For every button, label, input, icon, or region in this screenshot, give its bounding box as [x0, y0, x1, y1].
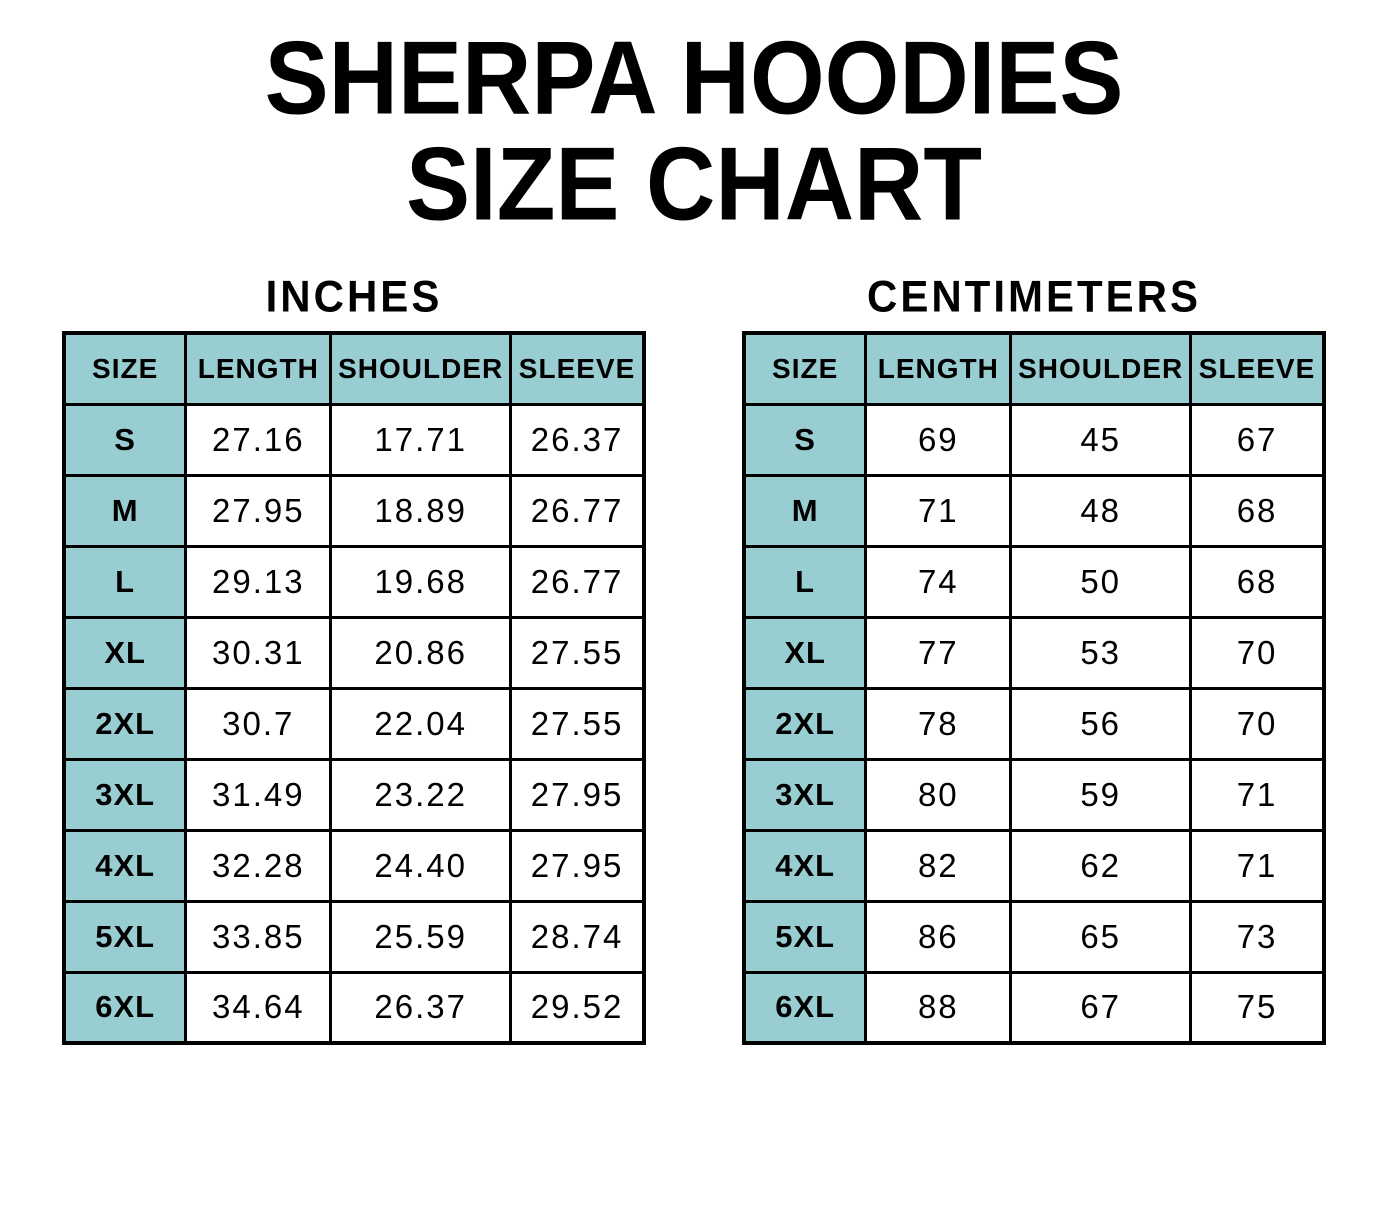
value-cell: 26.77 [511, 546, 644, 617]
column-header-shoulder: SHOULDER [1011, 333, 1191, 404]
table-row [744, 759, 1324, 830]
size-cell: 6XL [744, 972, 866, 1043]
table-row [64, 546, 644, 617]
table-row [64, 901, 644, 972]
table-row [64, 404, 644, 475]
value-cell: 67 [1011, 972, 1191, 1043]
table-row [64, 830, 644, 901]
value-cell: 48 [1011, 475, 1191, 546]
size-cell: 3XL [64, 759, 186, 830]
value-cell: 86 [866, 901, 1011, 972]
column-header-shoulder: SHOULDER [331, 333, 511, 404]
value-cell: 70 [1191, 617, 1324, 688]
header-row [64, 333, 644, 404]
table-row [744, 546, 1324, 617]
page-title-line2: SIZE CHART [406, 126, 982, 242]
header-row [744, 333, 1324, 404]
value-cell: 27.95 [511, 759, 644, 830]
table-row [64, 688, 644, 759]
value-cell: 78 [866, 688, 1011, 759]
value-cell: 24.40 [331, 830, 511, 901]
value-cell: 29.52 [511, 972, 644, 1043]
value-cell: 26.77 [511, 475, 644, 546]
value-cell: 32.28 [186, 830, 331, 901]
size-cell: 3XL [744, 759, 866, 830]
size-cell: 5XL [64, 901, 186, 972]
table-row [744, 404, 1324, 475]
value-cell: 27.95 [186, 475, 331, 546]
table-row [744, 972, 1324, 1043]
value-cell: 34.64 [186, 972, 331, 1043]
value-cell: 19.68 [331, 546, 511, 617]
table-row [744, 617, 1324, 688]
size-cell: L [64, 546, 186, 617]
value-cell: 70 [1191, 688, 1324, 759]
value-cell: 73 [1191, 901, 1324, 972]
column-header-size: SIZE [64, 333, 186, 404]
inches-size-table [62, 331, 646, 1045]
value-cell: 69 [866, 404, 1011, 475]
value-cell: 30.7 [186, 688, 331, 759]
column-header-sleeve: SLEEVE [511, 333, 644, 404]
value-cell: 20.86 [331, 617, 511, 688]
value-cell: 26.37 [331, 972, 511, 1043]
value-cell: 27.95 [511, 830, 644, 901]
table-row [64, 972, 644, 1043]
inches-panel [62, 273, 646, 1045]
table-row [744, 830, 1324, 901]
table-row [64, 475, 644, 546]
size-cell: S [64, 404, 186, 475]
value-cell: 68 [1191, 475, 1324, 546]
size-cell: 5XL [744, 901, 866, 972]
value-cell: 33.85 [186, 901, 331, 972]
value-cell: 59 [1011, 759, 1191, 830]
value-cell: 30.31 [186, 617, 331, 688]
value-cell: 56 [1011, 688, 1191, 759]
table-row [744, 688, 1324, 759]
centimeters-panel [742, 273, 1326, 1045]
value-cell: 75 [1191, 972, 1324, 1043]
value-cell: 62 [1011, 830, 1191, 901]
value-cell: 71 [1191, 759, 1324, 830]
value-cell: 77 [866, 617, 1011, 688]
table-row [64, 759, 644, 830]
value-cell: 27.55 [511, 688, 644, 759]
size-cell: XL [64, 617, 186, 688]
value-cell: 25.59 [331, 901, 511, 972]
value-cell: 53 [1011, 617, 1191, 688]
column-header-sleeve: SLEEVE [1191, 333, 1324, 404]
page-title [0, 20, 1388, 242]
size-cell: 2XL [744, 688, 866, 759]
size-cell: XL [744, 617, 866, 688]
column-header-size: SIZE [744, 333, 866, 404]
value-cell: 29.13 [186, 546, 331, 617]
value-cell: 27.16 [186, 404, 331, 475]
page-title-line1: SHERPA HOODIES [264, 20, 1124, 137]
value-cell: 22.04 [331, 688, 511, 759]
value-cell: 28.74 [511, 901, 644, 972]
table-row [744, 475, 1324, 546]
size-cell: L [744, 546, 866, 617]
value-cell: 71 [1191, 830, 1324, 901]
value-cell: 26.37 [511, 404, 644, 475]
value-cell: 74 [866, 546, 1011, 617]
size-cell: M [744, 475, 866, 546]
size-cell: 4XL [64, 830, 186, 901]
size-cell: 6XL [64, 972, 186, 1043]
inches-label: INCHES [265, 271, 443, 322]
value-cell: 45 [1011, 404, 1191, 475]
size-cell: 2XL [64, 688, 186, 759]
column-header-length: LENGTH [186, 333, 331, 404]
table-row [64, 617, 644, 688]
size-cell: M [64, 475, 186, 546]
column-header-length: LENGTH [866, 333, 1011, 404]
value-cell: 17.71 [331, 404, 511, 475]
value-cell: 65 [1011, 901, 1191, 972]
size-tables-container [0, 273, 1388, 1045]
value-cell: 80 [866, 759, 1011, 830]
size-cell: S [744, 404, 866, 475]
table-row [744, 901, 1324, 972]
value-cell: 18.89 [331, 475, 511, 546]
value-cell: 23.22 [331, 759, 511, 830]
value-cell: 50 [1011, 546, 1191, 617]
centimeters-size-table [742, 331, 1326, 1045]
value-cell: 31.49 [186, 759, 331, 830]
value-cell: 88 [866, 972, 1011, 1043]
size-cell: 4XL [744, 830, 866, 901]
value-cell: 68 [1191, 546, 1324, 617]
value-cell: 27.55 [511, 617, 644, 688]
value-cell: 82 [866, 830, 1011, 901]
value-cell: 67 [1191, 404, 1324, 475]
centimeters-label: CENTIMETERS [866, 271, 1201, 322]
value-cell: 71 [866, 475, 1011, 546]
